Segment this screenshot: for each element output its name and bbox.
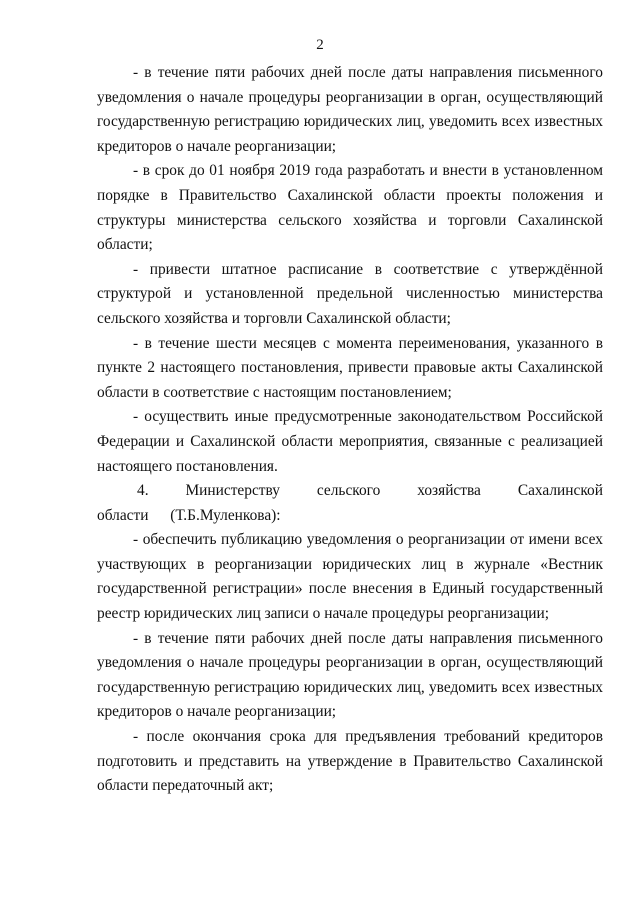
- paragraph-other-measures: - осуществить иные предусмотренные законодательством Российской Федерации и Сахалинской области мероприятия, связанные с реализацией настоящего постановления.: [97, 408, 603, 475]
- paragraph-publication: - обеспечить публикацию уведомления о реорганизации от имени всех участвующих в реорганизации юридических лиц в журнале «Вестник государственной регистрации» после внесения в Единый государственный реестр юридических лиц записи о начале процедуры реорганизации;: [97, 531, 603, 623]
- paragraph-draft-regulations: - в срок до 01 ноября 2019 года разработать и внести в установленном порядке в Правительство Сахалинской области проекты положения и структуры министерства сельского хозяйства и торговли Сахалинской области;: [97, 162, 603, 254]
- paragraph-staffing-schedule: - привести штатное расписание в соответствие с утверждённой структурой и установленной предельной численностью министерства сельского хозяйства и торговли Сахалинской области;: [97, 260, 603, 327]
- paragraph-legal-acts: - в течение шести месяцев с момента переименования, указанного в пункте 2 настоящего постановления, привести правовые акты Сахалинской области в соответствие с настоящим постановлением;: [97, 334, 603, 401]
- document-body: [97, 61, 603, 799]
- paragraph-transfer-act: - после окончания срока для предъявления требований кредиторов подготовить и представить на утверждение в Правительство Сахалинской области передаточный акт;: [97, 728, 603, 795]
- page-number: 2: [316, 37, 324, 53]
- paragraph-notify-creditors: - в течение пяти рабочих дней после даты направления письменного уведомления о начале процедуры реорганизации в орган, осуществляющий государственную регистрацию юридических лиц, уведомить всех известных кредиторов о начале реорганизации;: [97, 64, 603, 155]
- paragraph-notify-creditors-2: - в течение пяти рабочих дней после даты направления письменного уведомления о начале процедуры реорганизации в орган, осуществляющий государственную регистрацию юридических лиц, уведомить всех известных кредиторов о начале реорганизации;: [97, 629, 603, 721]
- paragraph-item-4-heading: 4. Министерству сельского хозяйства Сахалинской области (Т.Б.Муленкова):: [97, 482, 603, 524]
